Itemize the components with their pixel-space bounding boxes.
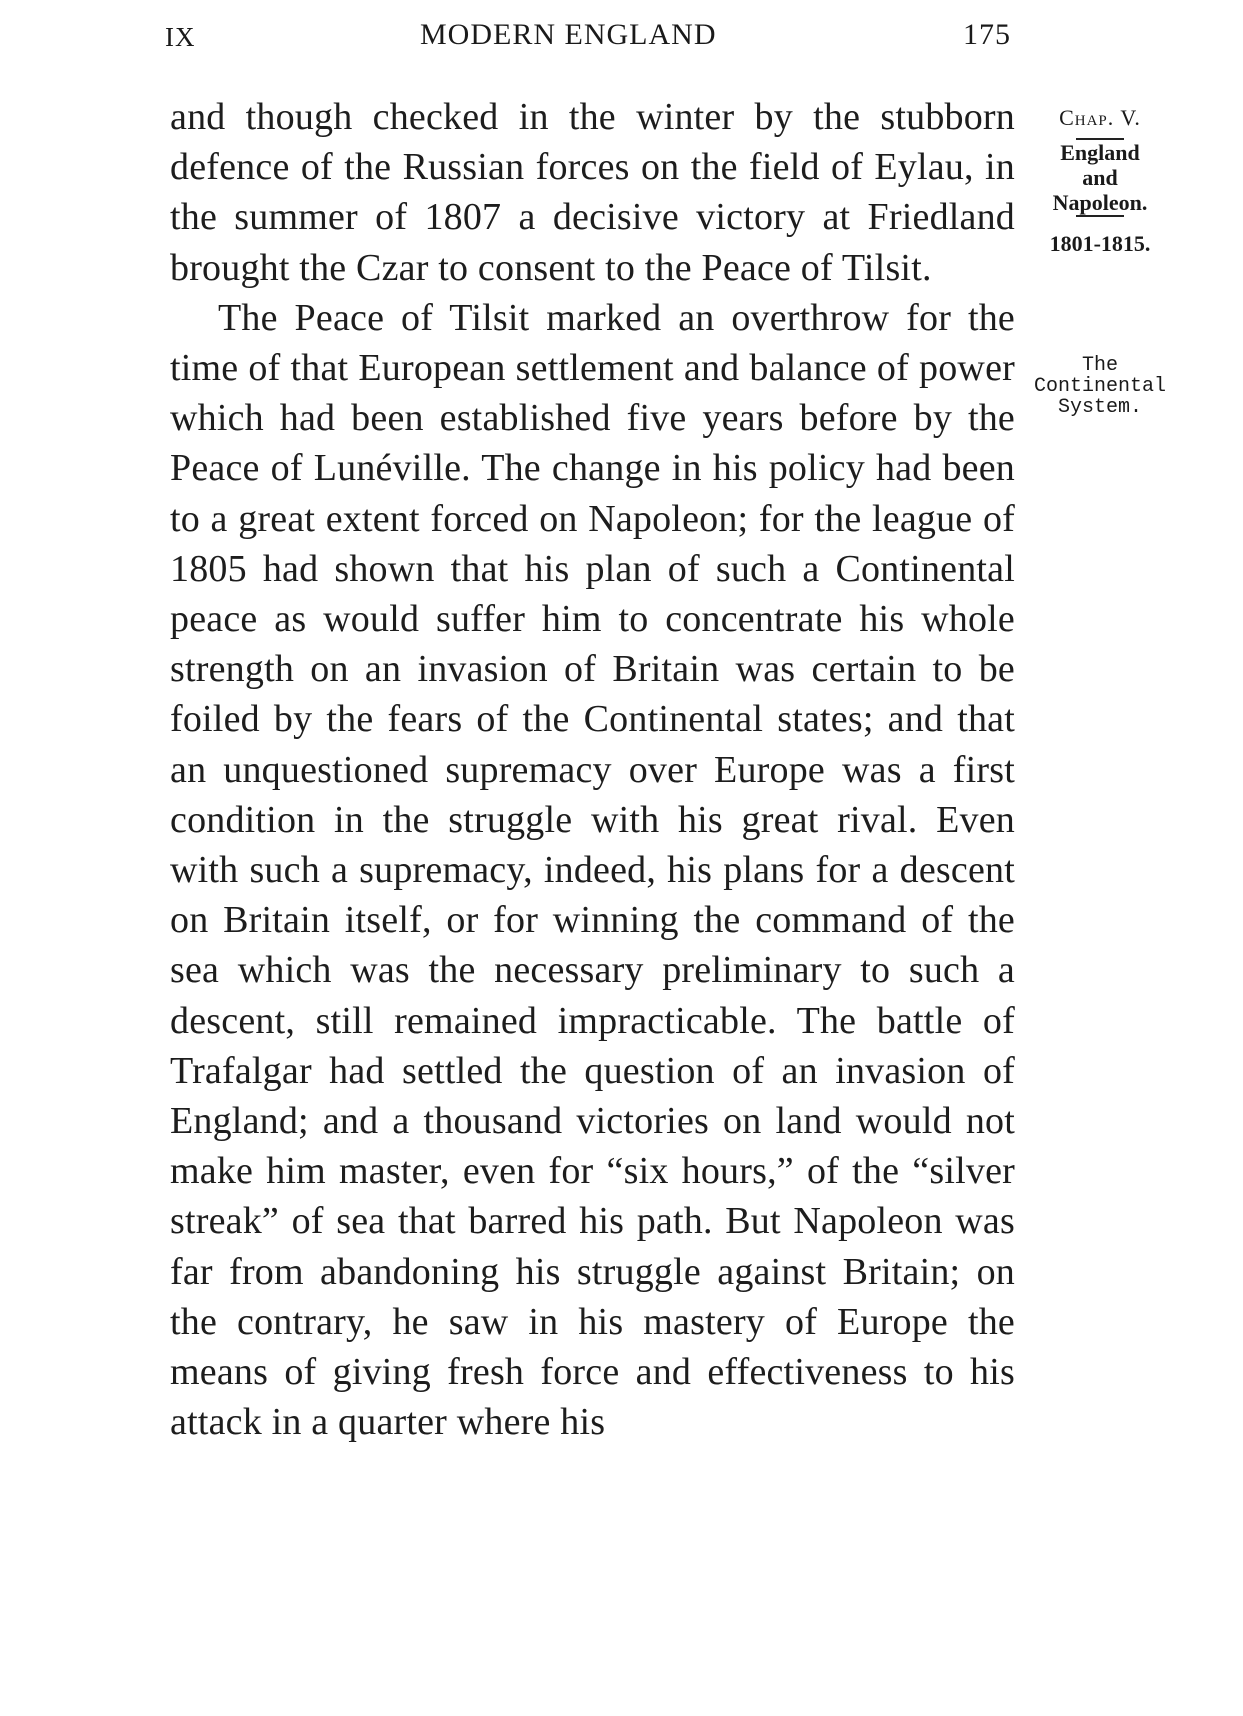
marginal-topic-line-1: England bbox=[1060, 140, 1140, 165]
paragraph-tilsit: The Peace of Tilsit marked an overthrow for the time of that European settlement and balance of power which had been established five years before by the Peace of Lunéville. The change in his policy had been to a great extent forced on Napoleon; for the league of 1805 had shown that his plan of such a Continental peace as would suffer him to concentrate his whole strength on an invasion of Britain was certain to be foiled by the fears of the Continental states; and that an unquestioned supremacy over Europe was a first condition in the struggle with his great rival. Even with such a supremacy, indeed, his plans for a descent on Britain itself, or for winning the command of the sea which was the necessary preliminary to such a descent, still remained impracticable. The battle of Trafalgar had settled the question of an invasion of England; and a thousand victories on land would not make him master, even for “six hours,” of the “silver streak” of sea that barred his path. But Napoleon was far from abandoning his struggle against Britain; on the contrary, he saw in his mastery of Europe the means of giving fresh force and effectiveness to his attack in a quarter where his bbox=[170, 296, 1015, 1444]
marginal-note-line-3: System. bbox=[1057, 396, 1142, 419]
marginal-note-line-2: Continental bbox=[1033, 375, 1167, 398]
marginal-topic-line-2: and bbox=[1082, 165, 1118, 190]
marginal-chapter-label: Chap. V. bbox=[1059, 105, 1141, 130]
running-header bbox=[165, 14, 1015, 54]
marginal-topic-line-3: Napoleon. bbox=[1052, 190, 1148, 215]
paragraph-continued: and though checked in the winter by the stubborn defence of the Russian forces on the field of Eylau, in the summer of 1807 a decisive victory at Friedland brought the Czar to consent to the Peace of Tilsit. bbox=[170, 96, 1015, 289]
marginal-rule bbox=[1076, 215, 1124, 217]
marginal-note-line-1: The bbox=[1081, 354, 1118, 377]
running-title: MODERN ENGLAND bbox=[420, 18, 717, 51]
chapter-numeral: IX bbox=[165, 22, 196, 52]
marginal-note-chapter bbox=[1030, 98, 1170, 259]
page-number: 175 bbox=[963, 18, 1011, 51]
marginal-years: 1801-1815. bbox=[1049, 231, 1151, 256]
marginal-note-continental-system bbox=[1030, 355, 1170, 418]
body-text bbox=[170, 92, 1015, 1447]
